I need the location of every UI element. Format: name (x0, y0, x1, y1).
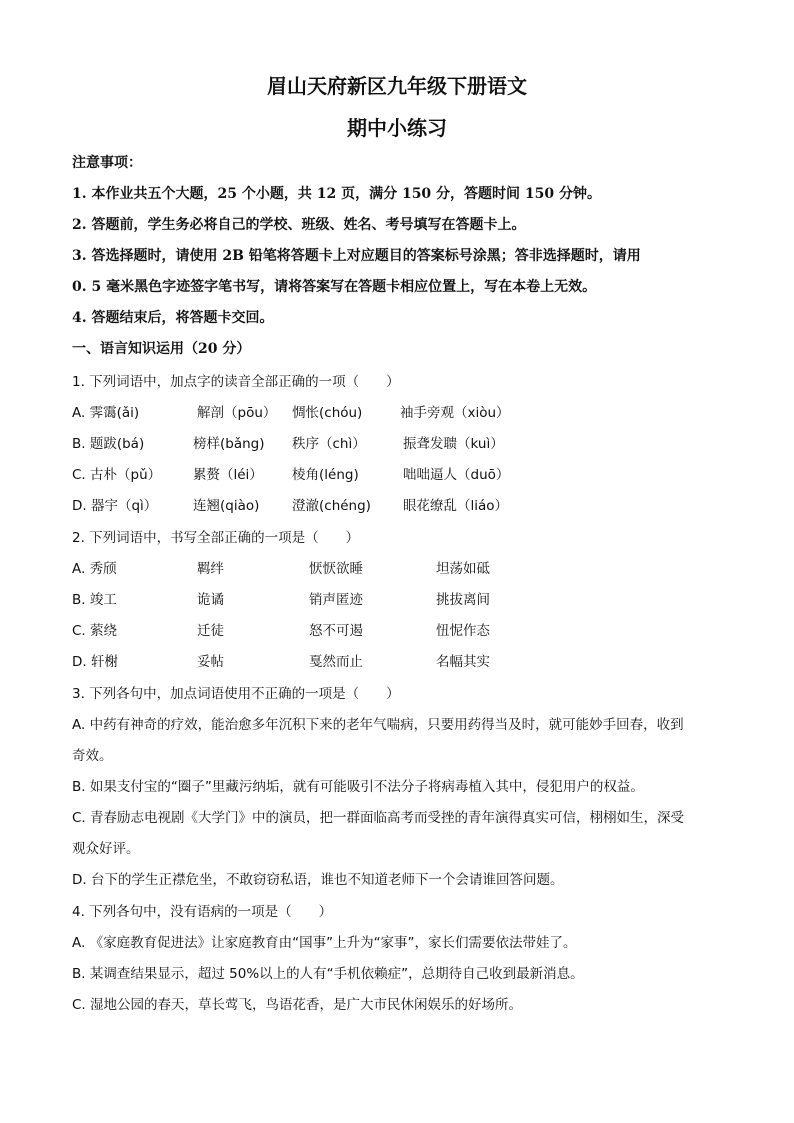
option-cell: 妥帖 (197, 654, 224, 670)
option-cell: B. 竣工 (72, 592, 117, 608)
option-cell: A. 秀颀 (72, 561, 117, 577)
question-stem: 3. 下列各句中，加点词语使用不正确的一项是（ ） (72, 686, 400, 702)
notice-item: 4. 答题结束后，将答题卡交回。 (72, 310, 274, 326)
option-text: B. 某调查结果显示，超过 50%以上的人有“手机依赖症”，总期待自己收到最新消息。 (72, 966, 584, 982)
question-stem: 1. 下列词语中，加点字的读音全部正确的一项（ ） (72, 374, 400, 390)
option-cell: 坦荡如砥 (436, 561, 490, 577)
option-text: D. 台下的学生正襟危坐，不敢窃窃私语，谁也不知道老师下一个会请谁回答问题。 (72, 872, 564, 888)
option-cell: 戛然而止 (309, 654, 363, 670)
option-cell: C. 古朴（pǔ） (72, 467, 162, 483)
option-text: A. 中药有神奇的疗效，能治愈多年沉积下来的老年气喘病，只要用药得当及时，就可能妙手回春，收到 (72, 717, 684, 733)
option-text: 奇效。 (72, 748, 113, 764)
option-cell: 忸怩作态 (436, 623, 490, 639)
option-text: C. 青春励志电视剧《大学门》中的演员，把一群面临高考而受挫的青年演得真实可信，栩栩如生，深受 (72, 810, 685, 826)
option-cell: 袖手旁观（xiòu） (400, 405, 510, 421)
option-cell: D. 轩榭 (72, 654, 118, 670)
notice-item: 3. 答选择题时，请使用 2B 铅笔将答题卡上对应题目的答案标号涂黑；答非选择题时，请用 (72, 248, 641, 264)
option-cell: 棱角(léng) (292, 467, 359, 483)
section-heading: 一、语言知识运用（20 分） (72, 341, 251, 357)
option-cell: 名幅其实 (436, 654, 490, 670)
option-cell: 怒不可遏 (309, 623, 363, 639)
option-cell: C. 萦绕 (72, 623, 118, 639)
document-subtitle: 期中小练习 (347, 116, 447, 140)
option-cell: A. 霁霭(ǎi) (72, 405, 140, 421)
option-cell: 榜样(bǎng) (193, 436, 265, 452)
option-cell: 羁绊 (197, 561, 224, 577)
notice-item: 1. 本作业共五个大题，25 个小题，共 12 页，满分 150 分，答题时间 150 分钟。 (72, 186, 602, 202)
option-cell: 挑拔离间 (436, 592, 490, 608)
option-text: A. 《家庭教育促进法》让家庭教育由“国事”上升为“家事”，家长们需要依法带娃了。 (72, 935, 577, 951)
option-cell: D. 器宇（qì） (72, 498, 158, 514)
option-cell: 恹恹欲睡 (309, 561, 363, 577)
question-stem: 2. 下列词语中，书写全部正确的一项是（ ） (72, 530, 360, 546)
option-cell: 振聋发聩（kuì） (403, 436, 504, 452)
option-text: B. 如果支付宝的“圈子”里藏污纳垢，就有可能吸引不法分子将病毒植入其中，侵犯用户的权益。 (72, 779, 644, 795)
option-cell: 迁徒 (197, 623, 224, 639)
question-stem: 4. 下列各句中，没有语病的一项是（ ） (72, 904, 333, 920)
option-cell: 惆怅(chóu) (292, 405, 363, 421)
notice-item: 0. 5 毫米黑色字迹签字笔书写，请将答案写在答题卡相应位置上，写在本卷上无效。 (72, 279, 597, 295)
option-cell: 眼花缭乱（liáo） (403, 498, 509, 514)
option-cell: 累赘（léi） (193, 467, 263, 483)
notice-heading: 注意事项： (72, 155, 142, 171)
option-cell: 秩序（chì） (292, 436, 366, 452)
option-cell: 解剖（pōu） (197, 405, 277, 421)
option-cell: 销声匿迹 (309, 592, 363, 608)
option-cell: 诡谲 (197, 592, 224, 608)
option-cell: 咄咄逼人（duō） (403, 467, 510, 483)
document-title: 眉山天府新区九年级下册语文 (267, 74, 527, 98)
option-text: 观众好评。 (72, 841, 140, 857)
option-text: C. 湿地公园的春天，草长莺飞，鸟语花香，是广大市民休闲娱乐的好场所。 (72, 997, 523, 1013)
notice-item: 2. 答题前，学生务必将自己的学校、班级、姓名、考号填写在答题卡上。 (72, 217, 526, 233)
option-cell: 连翘(qiào) (193, 498, 260, 514)
option-cell: B. 题跋(bá) (72, 436, 145, 452)
option-cell: 澄澈(chéng) (292, 498, 371, 514)
